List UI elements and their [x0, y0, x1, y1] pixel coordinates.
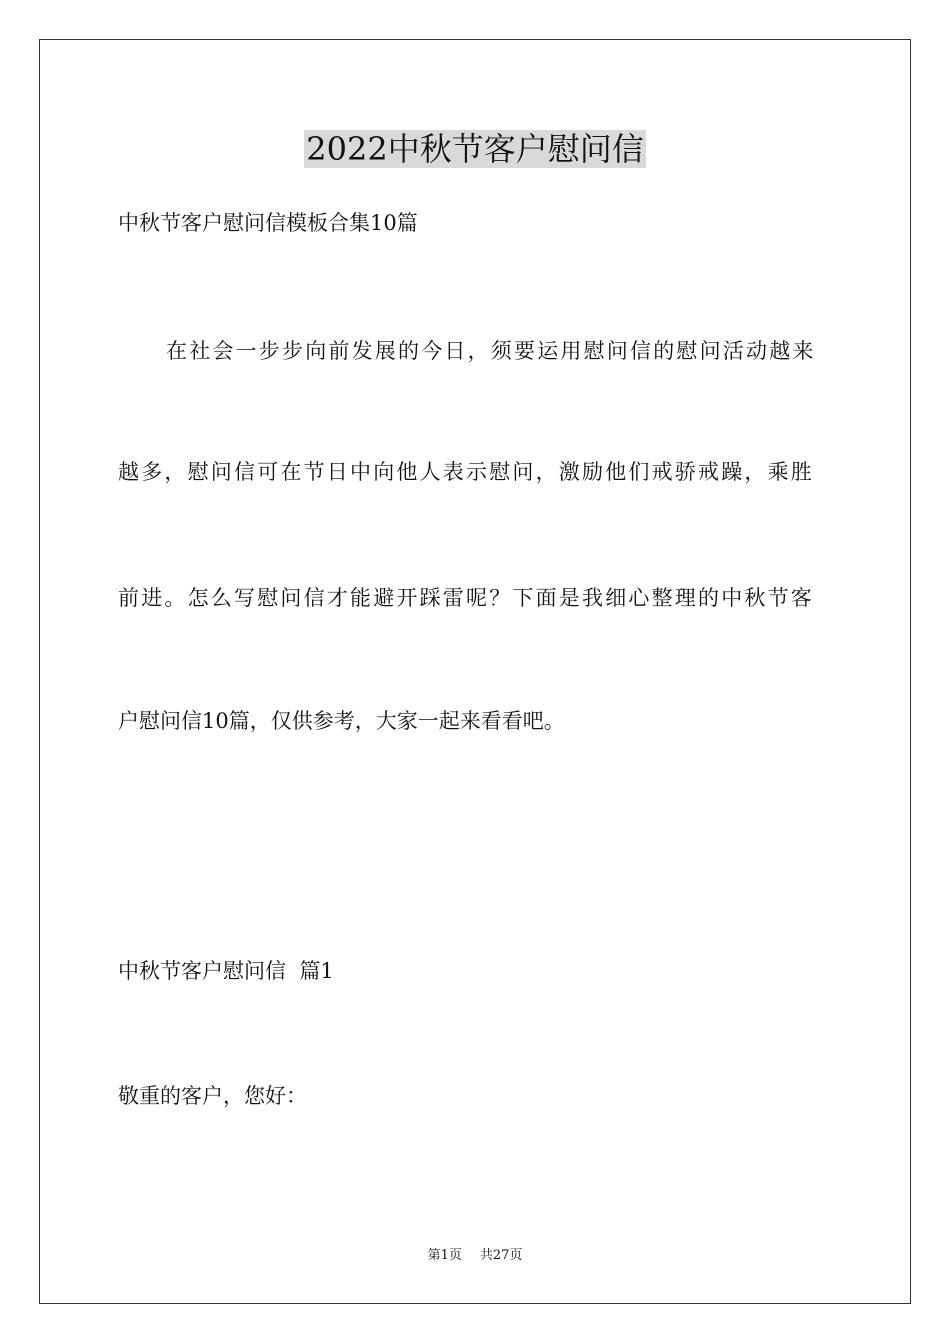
salutation: 敬重的客户，您好：	[118, 1084, 307, 1108]
intro-line-2: 越多，慰问信可在节日中向他人表示慰问，激励他们戒骄戒躁，乘胜	[118, 460, 814, 484]
intro-line-1: 在社会一步步向前发展的今日，须要运用慰问信的慰问活动越来	[166, 339, 816, 363]
intro-line-3: 前进。怎么写慰问信才能避开踩雷呢？下面是我细心整理的中秋节客	[118, 586, 814, 610]
page-number: 第1页	[427, 1248, 462, 1263]
page-total: 共27页	[479, 1248, 523, 1263]
section-heading: 中秋节客户慰问信 篇1	[118, 959, 334, 983]
intro-line-4: 户慰问信10篇，仅供参考，大家一起来看看吧。	[118, 709, 565, 733]
document-title	[0, 128, 950, 170]
document-subtitle: 中秋节客户慰问信模板合集10篇	[118, 211, 418, 235]
page-footer	[0, 1247, 950, 1265]
document-title-text: 2022中秋节客户慰问信	[306, 130, 644, 168]
